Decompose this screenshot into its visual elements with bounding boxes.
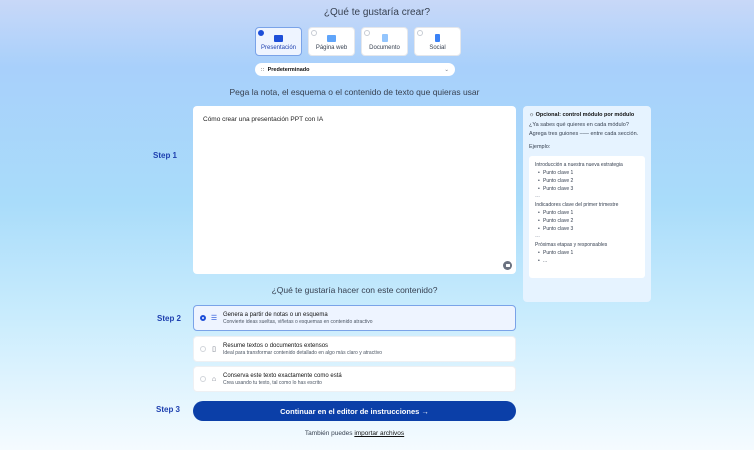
import-files-link[interactable]: importar archivos [354, 430, 405, 437]
option-subtitle: Crea usando tu texto, tal como lo has escrito [223, 379, 322, 386]
tip-heading: Opcional: control módulo por módulo [535, 112, 635, 118]
option-preserve[interactable] [193, 366, 516, 392]
example-box [529, 156, 645, 278]
example-section: Indicadores clave del primer trimestre [535, 202, 619, 208]
radio-checked-icon [258, 30, 264, 36]
presentation-icon [274, 35, 283, 42]
example-point: • Punto clave 3 [535, 185, 639, 193]
example-point: • Punto clave 3 [535, 225, 639, 233]
option-title: Resume textos o documentos extensos [223, 342, 329, 349]
import-footer [193, 430, 516, 437]
chevron-down-icon: ⌄ [444, 66, 449, 73]
page-title: ¿Qué te gustaría crear? [323, 7, 431, 18]
example-separator: --- [535, 234, 540, 240]
radio-icon [200, 346, 206, 352]
example-point: • Punto clave 1 [535, 169, 639, 177]
example-separator: --- [535, 194, 540, 200]
continue-button[interactable]: Continuar en el editor de instrucciones → [193, 401, 516, 421]
option-title: Conserva este texto exactamente como está [223, 372, 342, 379]
example-point: • Punto clave 1 [535, 249, 639, 257]
theme-dropdown[interactable] [255, 63, 455, 76]
radio-icon [200, 376, 206, 382]
option-subtitle: Convierte ideas sueltas, viñetas o esquemas en contenido atractivo [223, 318, 373, 325]
social-icon [435, 34, 440, 42]
option-subtitle: Ideal para transformar contenido detallado en algo más claro y atractivo [223, 349, 382, 356]
type-label: Presentación [260, 45, 297, 51]
type-label: Página web [315, 45, 348, 51]
example-point: • Punto clave 2 [535, 217, 639, 225]
type-label: Documento [369, 45, 400, 51]
type-webpage[interactable] [308, 27, 355, 56]
type-presentation[interactable] [255, 27, 302, 56]
radio-icon [311, 30, 317, 36]
content-type-selector [255, 27, 461, 56]
step3-label: Step 3 [156, 405, 181, 414]
option-title: Genera a partir de notas o un esquema [223, 311, 328, 318]
option-generate[interactable] [193, 305, 516, 331]
import-text: También puedes [304, 430, 355, 437]
radio-checked-icon [200, 315, 206, 321]
tip-description: ¿Ya sabes qué quieres en cada módulo? Agrega tres guiones ––– entre cada sección. [529, 122, 639, 137]
camera-icon[interactable] [503, 261, 512, 270]
lightbulb-icon: ☼ [529, 112, 536, 118]
list-icon: ☰ [210, 314, 218, 322]
content-editor[interactable] [193, 106, 516, 274]
example-section: Próximas etapas y responsables [535, 242, 608, 248]
example-point: • Punto clave 1 [535, 209, 639, 217]
option-summarize[interactable] [193, 336, 516, 362]
example-section: Introducción a nuestra nueva estrategia [535, 162, 623, 168]
theme-value: Predeterminado [267, 66, 310, 73]
radio-icon [364, 30, 370, 36]
step2-label: Step 2 [157, 314, 182, 323]
lock-icon: ⌂ [211, 375, 217, 383]
example-label: Ejemplo: [529, 144, 551, 150]
step1-prompt: Pega la nota, el esquema o el contenido de texto que quieras usar [229, 87, 480, 97]
type-label: Social [429, 45, 446, 51]
step2-question: ¿Qué te gustaría hacer con este contenido? [271, 285, 438, 295]
optional-module-tip [523, 106, 651, 302]
grid-icon: :: [261, 66, 265, 73]
document-icon: ▯ [212, 345, 216, 353]
webpage-icon [327, 35, 336, 42]
editor-text: Cómo crear una presentación PPT con IA [203, 116, 324, 123]
document-icon [382, 34, 388, 42]
type-social[interactable] [414, 27, 461, 56]
example-point: • Punto clave 2 [535, 177, 639, 185]
example-point: • ... [535, 257, 639, 265]
type-document[interactable] [361, 27, 408, 56]
step1-label: Step 1 [153, 151, 178, 160]
radio-icon [417, 30, 423, 36]
